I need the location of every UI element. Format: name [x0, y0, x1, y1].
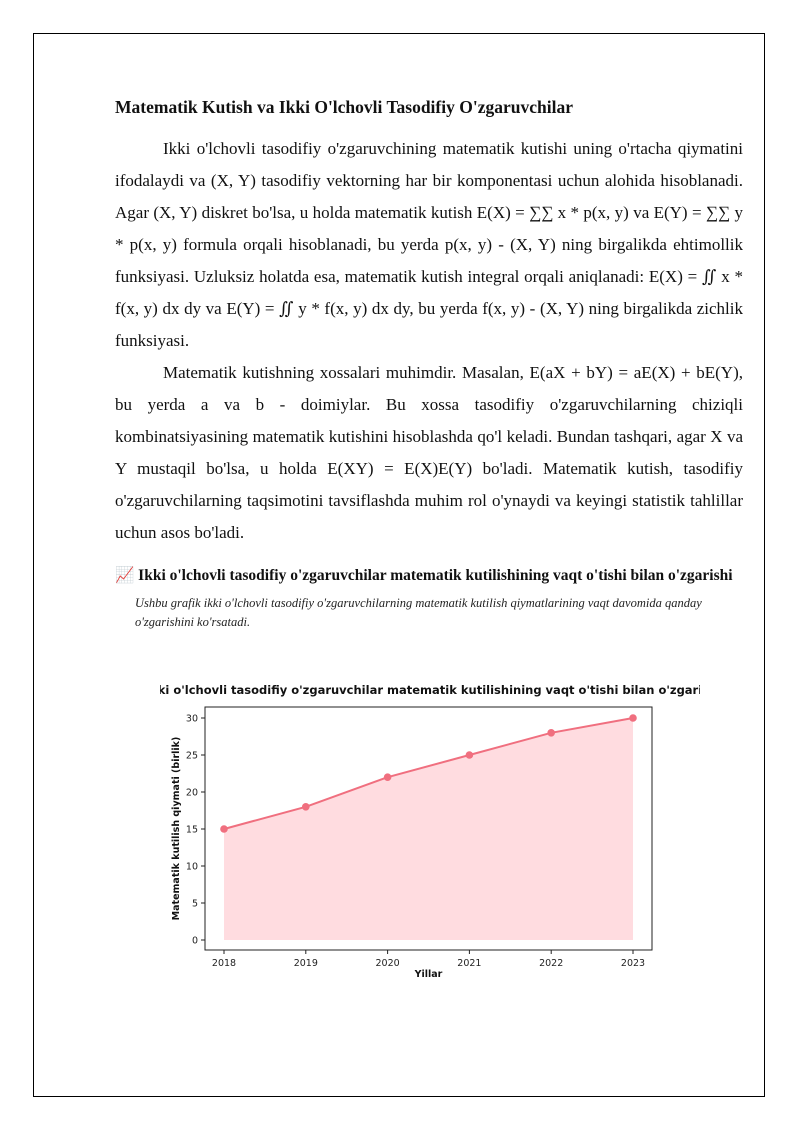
- area-fill: [224, 718, 633, 940]
- y-tick-label-20: 20: [185, 787, 198, 799]
- chart-title: Ikki o'lchovli tasodifiy o'zgaruvchilar matematik kutilishining vaqt o'tishi bilan o'zgarishi: [160, 683, 700, 697]
- data-point-2021: [466, 751, 474, 759]
- x-tick-label-2021: 2021: [457, 958, 482, 969]
- data-point-2019: [302, 803, 310, 811]
- x-tick-label-2022: 2022: [539, 958, 564, 969]
- paragraph-2: Matematik kutishning xossalari muhimdir. Masalan, E(aX + bY) = aE(X) + bE(Y), bu yerda a va b - doimiylar. Bu xossa tasodifiy o'zgaruvchilarning chiziqli kombinatsiyasining matematik kutishini hisoblashda qo'l keladi. Bundan tashqari, agar X va Y mustaqil bo'lsa, u holda E(XY) = E(X)E(Y) bo'ladi. Matematik kutish, tasodifiy o'zgaruvchilarning taqsimotini tavsiflashda muhim rol o'ynaydi va keyingi statistik tahlillar uchun asos bo'ladi.: [115, 362, 743, 542]
- document-title: Matematik Kutish va Ikki O'lchovli Tasodifiy O'zgaruvchilar: [115, 97, 573, 117]
- x-tick-label-2020: 2020: [375, 958, 400, 969]
- figure-heading: 📈 Ikki o'lchovli tasodifiy o'zgaruvchilar matematik kutilishining vaqt o'tishi bilan o'zgarishi: [115, 566, 733, 584]
- x-tick-label-2023: 2023: [620, 958, 646, 969]
- y-tick-label-5: 5: [191, 898, 198, 910]
- y-tick-label-15: 15: [185, 824, 198, 836]
- chart-container: [160, 680, 700, 980]
- y-tick-label-10: 10: [185, 861, 198, 873]
- paragraph-1: Ikki o'lchovli tasodifiy o'zgaruvchining matematik kutishi uning o'rtacha qiymatini ifodalaydi va (X, Y) tasodifiy vektorning har bir komponentasi uchun alohida hisoblanadi. Agar (X, Y) diskret bo'lsa, u holda matematik kutish E(X) = ∑∑ x * p(x, y) va E(Y) = ∑∑ y * p(x, y) formula orqali hisoblanadi, bu yerda p(x, y) - (X, Y) ning birgalikda ehtimollik funksiyasi. Uzluksiz holatda esa, matematik kutish integral orqali aniqlanadi: E(X) = ∬ x * f(x, y) dx dy va E(Y) = ∬ y * f(x, y) dx dy, bu yerda f(x, y) - (X, Y) ning birgalikda zichlik funksiyasi.: [115, 138, 743, 350]
- figure-caption: Ushbu grafik ikki o'lchovli tasodifiy o'zgaruvchilarning matematik kutilish qiymatlarining vaqt davomida qanday o'zgarishini ko'rsatadi.: [135, 595, 702, 629]
- data-point-2023: [629, 714, 637, 722]
- y-tick-label-30: 30: [185, 713, 198, 725]
- y-tick-label-25: 25: [185, 750, 198, 762]
- y-axis-label: Matematik kutilish qiymati (birlik): [171, 736, 182, 921]
- data-point-2018: [220, 825, 228, 833]
- data-point-2020: [384, 773, 392, 781]
- area-chart: [160, 680, 700, 980]
- document-body: [115, 96, 743, 632]
- y-tick-label-0: 0: [191, 935, 198, 947]
- data-point-2022: [547, 729, 555, 737]
- x-axis-label: Yillar: [414, 969, 443, 980]
- x-tick-label-2019: 2019: [293, 958, 318, 969]
- x-tick-label-2018: 2018: [211, 958, 237, 969]
